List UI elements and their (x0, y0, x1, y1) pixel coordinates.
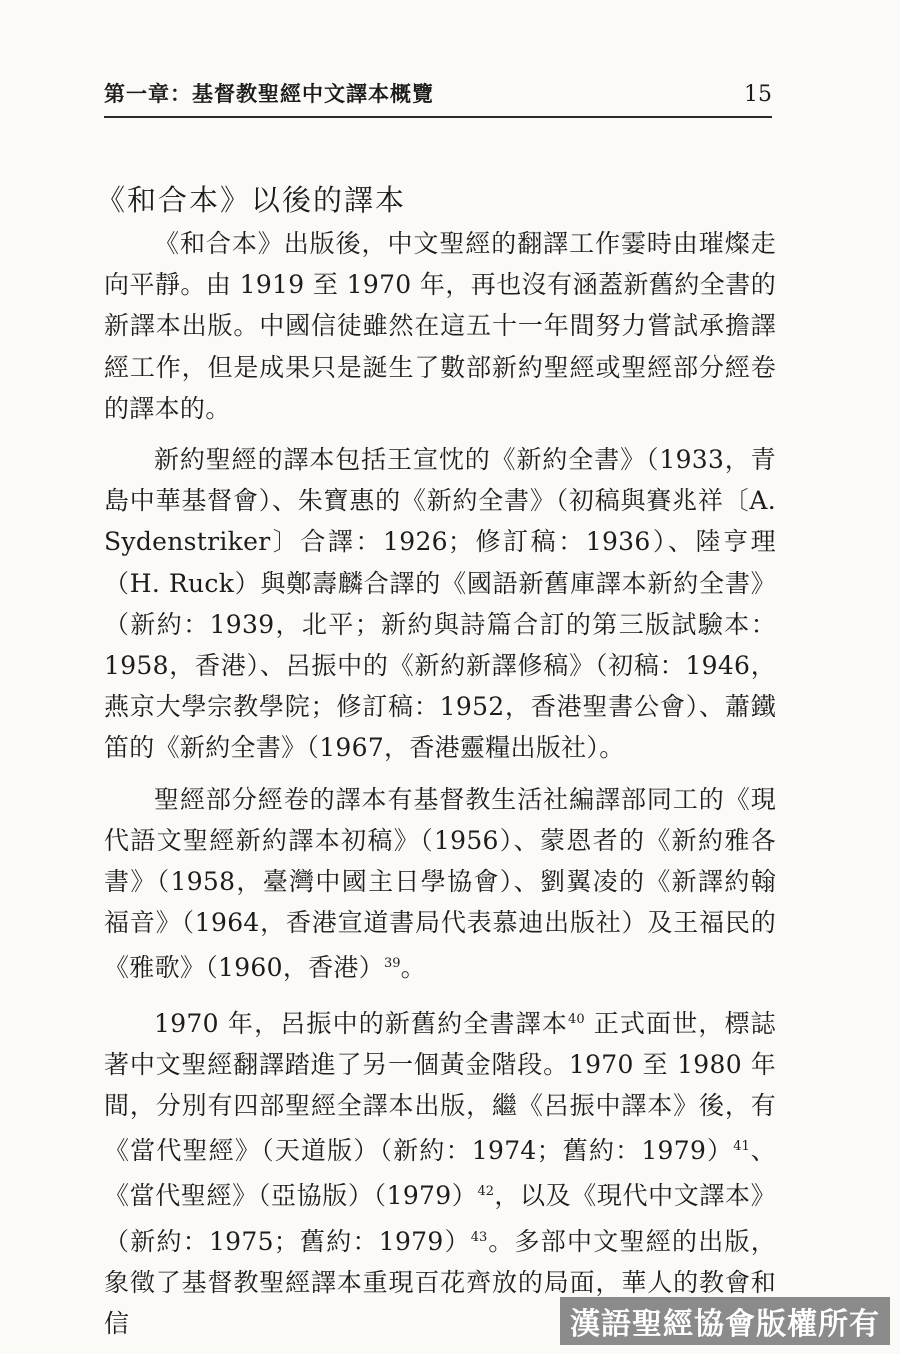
paragraph-3 (104, 779, 776, 989)
copyright-watermark: 漢語聖經協會版權所有 (560, 1297, 890, 1345)
paragraph-4-seg-5: 。多部中文聖經的出版，象徵了基督教聖經譯本重現百花齊放的局面，華人的教會和信 (104, 1226, 776, 1339)
footnote-ref-42[interactable]: 42 (477, 1184, 494, 1200)
paragraph-4-seg-4: ，以及《現代中文譯本》（新約：1975；舊約：1979） (104, 1181, 776, 1256)
paragraph-4-seg-2: 正式面世，標誌著中文聖經翻譯踏進了另一個黃金階段。1970 至 1980 年間，分別有四部聖經全譯本出版，繼《呂振中譯本》後，有《當代聖經》（天道版）（新約：1974；舊約：1979） (104, 1008, 776, 1166)
paragraph-3-end: 。 (400, 953, 426, 983)
section-heading: 《和合本》以後的譯本 (96, 183, 407, 217)
footnote-ref-40[interactable]: 40 (568, 1011, 585, 1027)
page-number: 15 (744, 82, 772, 107)
page-body (96, 178, 776, 1354)
paragraph-1: 《和合本》出版後，中文聖經的翻譯工作霎時由璀燦走向平靜。由 1919 至 1970 年，再也沒有涵蓋新舊約全書的新譯本出版。中國信徒雖然在這五十一年間努力嘗試承擔譯經工作，但是成果只是誕生了數部新約聖經或聖經部分經卷的譯本的。 (104, 229, 776, 423)
paragraph-3-text: 聖經部分經卷的譯本有基督教生活社編譯部同工的《現代語文聖經新約譯本初稿》（1956）、蒙恩者的《新約雅各書》（1958，臺灣中國主日學協會）、劉翼凌的《新譯約翰福音》（1964，香港宣道書局代表慕迪出版社）及王福民的《雅歌》（1960，香港） (104, 784, 776, 983)
paragraph-4-seg-1: 1970 年，呂振中的新舊約全書譯本 (154, 1008, 569, 1038)
paragraph-2: 新約聖經的譯本包括王宣忱的《新約全書》（1933，青島中華基督會）、朱寶惠的《新約全書》（初稿與賽兆祥〔A. Sydenstriker〕合譯：1926；修訂稿：1936）、陸亨理（H. Ruck）與鄭壽麟合譯的《國語新舊庫譯本新約全書》（新約：1939，北平；新約與詩篇合訂的第三版試驗本：1958，香港）、呂振中的《新約新譯修稿》（初稿：1946，燕京大學宗教學院；修訂稿：1952，香港聖書公會）、蕭鐵笛的《新約全書》（1967，香港靈糧出版社）。 (104, 445, 776, 763)
footnote-ref-39[interactable]: 39 (384, 956, 401, 972)
footnote-ref-43[interactable]: 43 (470, 1229, 488, 1245)
page-header (104, 78, 772, 118)
footnote-ref-41[interactable]: 41 (733, 1139, 750, 1155)
paragraph-4-seg-3: 、《當代聖經》（亞協版）（1979） (104, 1136, 776, 1211)
paragraph-4 (104, 999, 776, 1345)
chapter-title: 第一章：基督教聖經中文譯本概覽 (104, 82, 434, 106)
